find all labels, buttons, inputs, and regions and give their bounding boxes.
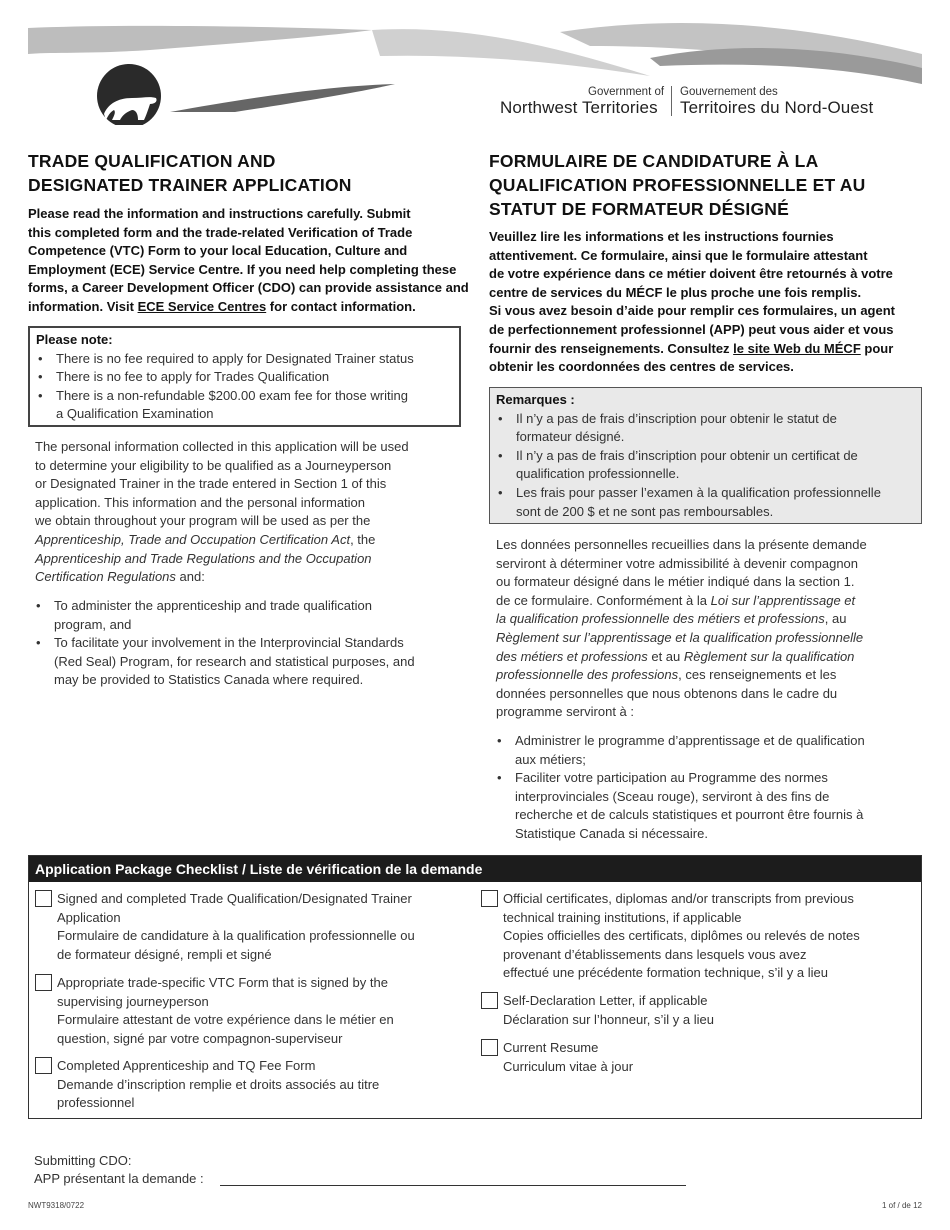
- privacy-line: application. This information and the personal information: [35, 494, 366, 510]
- privacy-line: [496, 610, 926, 629]
- note-line: • Les frais pour passer l’examen à la qualification professionnelle: [516, 484, 881, 500]
- intro-text: information. Visit: [28, 298, 138, 314]
- privacy-line: we obtain throughout your program will be used as per the: [35, 513, 371, 529]
- privacy-line: Les données personnelles recueillies dans la présente demande: [496, 537, 867, 552]
- privacy-line: programme serviront à :: [496, 704, 634, 720]
- purpose-line: aux métiers;: [515, 751, 586, 767]
- english-title-line: DESIGNATED TRAINER APPLICATION: [28, 175, 352, 195]
- checklist-line: Déclaration sur l’honneur, s’il y a lieu: [503, 1011, 714, 1027]
- english-intro: [28, 205, 488, 317]
- checkbox[interactable]: [35, 890, 52, 907]
- intro-line: [489, 340, 929, 359]
- privacy-line: [496, 648, 926, 667]
- act-name: Apprenticeship and Trade Regulations and the Occupation: [35, 550, 372, 566]
- note-item: [36, 368, 453, 387]
- intro-line: de perfectionnement professionnel (APP) peut vous aider et vous: [489, 321, 894, 337]
- checklist-item-label: [57, 974, 394, 1048]
- english-privacy: [35, 438, 475, 587]
- purpose-line: Statistique Canada si nécessaire.: [515, 825, 708, 841]
- checklist-item-certificates[interactable]: [481, 890, 917, 986]
- polar-bear-logo-icon: [97, 64, 161, 125]
- purpose-line: • To facilitate your involvement in the Interprovincial Standards: [54, 635, 404, 651]
- checklist-item-label: [503, 1039, 633, 1076]
- privacy-line: [35, 531, 475, 550]
- note-line: sont de 200 $ et ne sont pas remboursables.: [516, 503, 774, 519]
- privacy-line: to determine your eligibility to be qualified as a Journeyperson: [35, 457, 392, 473]
- english-note-box: [28, 326, 461, 427]
- checklist-line: Self-Declaration Letter, if applicable: [503, 993, 708, 1008]
- checklist-line: Application: [57, 909, 121, 925]
- checklist-line: question, signé par votre compagnon-superviseur: [57, 1030, 343, 1046]
- note-line: qualification professionnelle.: [516, 466, 680, 482]
- note-line: • There is no fee to apply for Trades Qualification: [56, 369, 330, 385]
- banner-swoosh-dark: [170, 84, 395, 112]
- checklist-line: Official certificates, diplomas and/or transcripts from previous: [503, 891, 854, 906]
- french-privacy: [496, 536, 926, 722]
- purpose-item: [495, 769, 925, 843]
- checklist-line: Copies officielles des certificats, diplômes ou relevés de notes: [503, 928, 860, 944]
- privacy-line: données personnelles que nous obtenons dans le cadre du: [496, 685, 838, 701]
- banner-swoosh-left: [28, 26, 372, 54]
- intro-text: for contact information.: [266, 298, 416, 314]
- gov-en-small: Government of: [588, 86, 665, 98]
- checklist-item-label: [503, 992, 714, 1029]
- checklist-item-vtc-form[interactable]: [35, 974, 475, 1054]
- checklist-line: Demande d’inscription remplie et droits associés au titre: [57, 1076, 380, 1092]
- intro-line: Please read the information and instructions carefully. Submit: [28, 206, 411, 221]
- privacy-text: , ces renseignements et les: [678, 667, 837, 683]
- purpose-item: [34, 597, 474, 634]
- checklist-line: technical training institutions, if applicable: [503, 909, 742, 925]
- application-checklist: [28, 855, 922, 1119]
- privacy-line: [35, 568, 475, 587]
- checkbox[interactable]: [35, 1057, 52, 1074]
- note-item: [36, 350, 453, 369]
- checkbox[interactable]: [481, 992, 498, 1009]
- checklist-line: de formateur désigné, rempli et signé: [57, 946, 272, 962]
- checklist-line: Formulaire de candidature à la qualification professionnelle ou: [57, 928, 415, 944]
- gov-fr-big: Territoires du Nord-Ouest: [680, 98, 874, 117]
- french-title-line: QUALIFICATION PROFESSIONNELLE ET AU: [489, 175, 866, 195]
- purpose-line: • Faciliter votre participation au Programme des normes: [515, 770, 828, 786]
- privacy-line: The personal information collected in this application will be used: [35, 439, 409, 454]
- privacy-text: , au: [824, 611, 847, 627]
- gov-en-big: Northwest Territories: [500, 98, 658, 117]
- english-note-list: [36, 350, 453, 424]
- intro-text: pour: [860, 340, 894, 356]
- checklist-line: Curriculum vitae à jour: [503, 1058, 634, 1074]
- note-line: • There is no fee required to apply for Designated Trainer status: [56, 350, 414, 366]
- purpose-line: (Red Seal) Program, for research and statistical purposes, and: [54, 653, 415, 669]
- french-note-title: Remarques :: [496, 392, 575, 407]
- checklist-line: Current Resume: [503, 1040, 599, 1055]
- checklist-item-label: [57, 890, 415, 964]
- purpose-line: may be provided to Statistics Canada where required.: [54, 672, 364, 688]
- privacy-line: or Designated Trainer in the trade entered in Section 1 of this: [35, 476, 387, 492]
- note-item: [496, 484, 915, 521]
- checklist-line: Signed and completed Trade Qualification/Designated Trainer: [57, 891, 412, 906]
- english-note-title: Please note:: [36, 332, 113, 347]
- french-note-box: [489, 387, 922, 524]
- privacy-text: and:: [175, 569, 205, 585]
- note-item: [36, 387, 453, 424]
- act-name: Règlement sur la qualification: [683, 648, 855, 664]
- act-name: la qualification professionnelle des métiers et professions: [496, 611, 825, 627]
- act-name: Loi sur l’apprentissage et: [710, 592, 856, 608]
- act-name: Apprenticeship, Trade and Occupation Certification Act: [35, 531, 351, 547]
- intro-line: centre de services du MÉCF le plus proche une fois remplis.: [489, 284, 862, 300]
- intro-line: obtenir les coordonnées des centres de services.: [489, 359, 794, 375]
- intro-line: Competence (VTC) Form to your local Education, Culture and: [28, 243, 408, 259]
- submitting-cdo-label: Submitting CDO:: [34, 1153, 132, 1168]
- checklist-item-application[interactable]: [35, 890, 475, 970]
- purpose-line: interprovinciales (Sceau rouge), serviront à des fins de: [515, 788, 830, 804]
- intro-line: Employment (ECE) Service Centre. If you need help completing these: [28, 261, 457, 277]
- note-item: [496, 410, 915, 447]
- intro-line: de votre expérience dans ce métier doivent être retournés à votre: [489, 266, 893, 282]
- intro-line: Si vous avez besoin d’aide pour remplir ces formulaires, un agent: [489, 303, 896, 319]
- checkbox[interactable]: [35, 974, 52, 991]
- checklist-item-fee-form[interactable]: [35, 1057, 475, 1117]
- purpose-item: [495, 732, 925, 769]
- purpose-line: program, and: [54, 616, 132, 632]
- note-line: • Il n’y a pas de frais d’inscription pour obtenir le statut de: [516, 410, 837, 426]
- english-title: [28, 149, 468, 197]
- checklist-line: Formulaire attestant de votre expérience dans le métier en: [57, 1012, 394, 1028]
- note-line: • There is a non-refundable $200.00 exam fee for those writing: [56, 387, 408, 403]
- privacy-text: , the: [350, 531, 376, 547]
- english-purposes-list: [34, 597, 474, 690]
- app-presentant-label: APP présentant la demande :: [34, 1171, 204, 1186]
- gov-fr-small: Gouvernement des: [680, 86, 778, 98]
- page-number: 1 of / de 12: [881, 1201, 922, 1210]
- french-note-list: [496, 410, 915, 522]
- french-title: [489, 149, 929, 221]
- checklist-item-resume[interactable]: [481, 1039, 917, 1079]
- english-title-line: TRADE QUALIFICATION AND: [28, 151, 276, 171]
- checklist-line: Appropriate trade-specific VTC Form that is signed by the: [57, 975, 388, 990]
- intro-line: Veuillez lire les informations et les instructions fournies: [489, 229, 834, 244]
- privacy-text: et au: [647, 648, 684, 664]
- privacy-text: de ce formulaire. Conformément à la: [496, 592, 711, 608]
- checklist-header: Application Package Checklist / Liste de vérification de la demande: [29, 856, 921, 882]
- privacy-line: serviront à déterminer votre admissibilité à devenir compagnon: [496, 555, 859, 571]
- note-line: a Qualification Examination: [56, 406, 214, 422]
- french-purposes-list: [495, 732, 925, 844]
- checklist-line: effectué une précédente formation technique, s’il y a lieu: [503, 965, 828, 981]
- mecf-website-link[interactable]: le site Web du MÉCF: [733, 340, 861, 356]
- purpose-line: • Administrer le programme d’apprentissage et de qualification: [515, 733, 865, 748]
- note-line: formateur désigné.: [516, 429, 625, 445]
- checklist-item-self-declaration[interactable]: [481, 992, 917, 1032]
- intro-line: [28, 298, 488, 317]
- checklist-line: provenant d’établissements dans lesquels vous avez: [503, 946, 807, 962]
- french-intro: [489, 228, 929, 377]
- note-line: • Il n’y a pas de frais d’inscription pour obtenir un certificat de: [516, 447, 858, 463]
- note-item: [496, 447, 915, 484]
- purpose-line: recherche et de calculs statistiques et pourront être fournis à: [515, 807, 864, 823]
- intro-line: attentivement. Ce formulaire, ainsi que le formulaire attestant: [489, 247, 868, 263]
- checklist-line: Completed Apprenticeship and TQ Fee Form: [57, 1058, 316, 1073]
- act-name: professionnelle des professions: [496, 667, 679, 683]
- act-name: Certification Regulations: [35, 569, 176, 585]
- french-title-line: FORMULAIRE DE CANDIDATURE À LA: [489, 151, 819, 171]
- privacy-line: [496, 666, 926, 685]
- form-number: NWT9318/0722: [28, 1201, 85, 1210]
- act-name: des métiers et professions: [496, 648, 648, 664]
- checklist-line: professionnel: [57, 1095, 135, 1111]
- header-divider: [671, 86, 672, 116]
- checklist-line: supervising journeyperson: [57, 993, 209, 1009]
- privacy-line: [496, 592, 926, 611]
- intro-line: this completed form and the trade-related Verification of Trade: [28, 224, 413, 240]
- purpose-item: [34, 634, 474, 690]
- ece-service-centres-link[interactable]: ECE Service Centres: [137, 298, 267, 314]
- intro-line: forms, a Career Development Officer (CDO) can provide assistance and: [28, 280, 469, 296]
- cdo-signature-field[interactable]: [220, 1184, 686, 1186]
- act-name: Règlement sur l’apprentissage et la qualification professionnelle: [496, 629, 864, 645]
- purpose-line: • To administer the apprenticeship and trade qualification: [54, 598, 372, 613]
- checkbox[interactable]: [481, 1039, 498, 1056]
- intro-text: fournir des renseignements. Consultez: [489, 340, 734, 356]
- privacy-line: ou formateur désigné dans le métier indiqué dans la section 1.: [496, 574, 855, 590]
- checkbox[interactable]: [481, 890, 498, 907]
- french-title-line: STATUT DE FORMATEUR DÉSIGNÉ: [489, 199, 789, 219]
- checklist-item-label: [503, 890, 860, 983]
- checklist-item-label: [57, 1057, 379, 1113]
